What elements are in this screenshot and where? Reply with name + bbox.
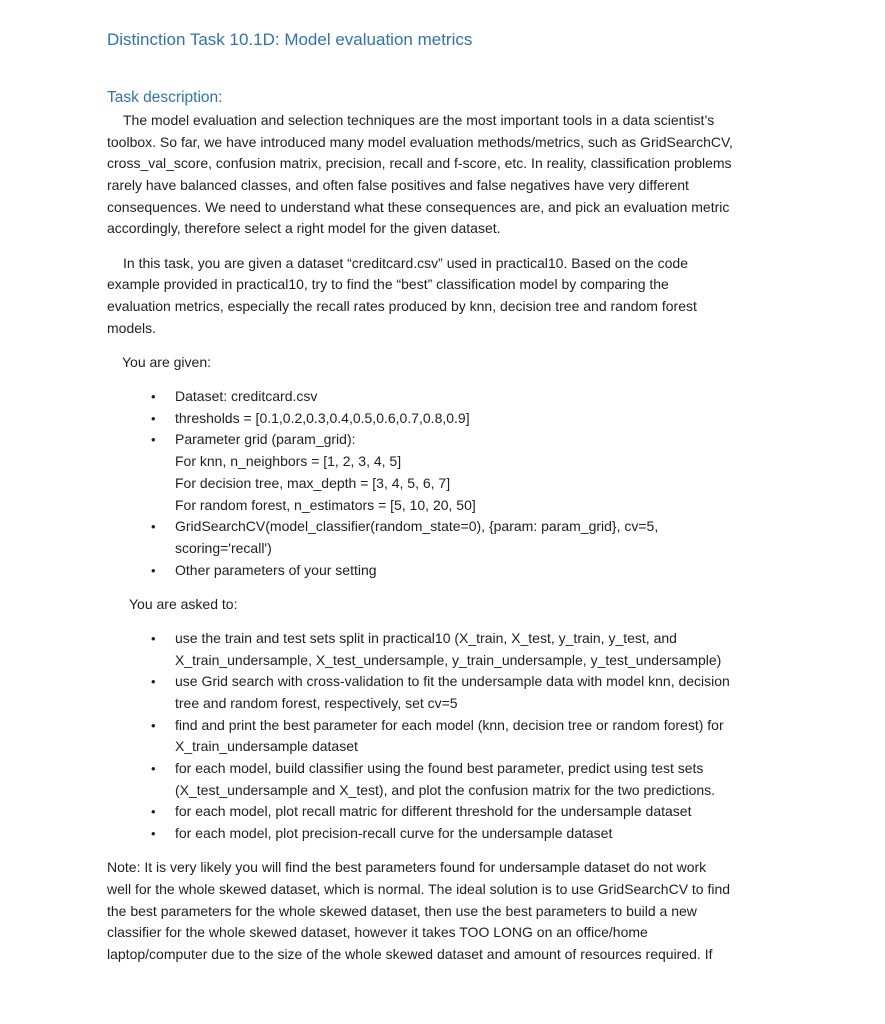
note-line: laptop/computer due to the size of the whole skewed dataset and amount of resources required. If: [107, 946, 713, 963]
given-list-item: Parameter grid (param_grid): •: [107, 429, 733, 451]
asked-list-item: use the train and test sets split in practical10 (X_train, X_test, y_train, y_test, and •: [107, 628, 733, 650]
paragraph-line: consequences. We need to understand what these consequences are, and pick an evaluation metric: [107, 198, 730, 215]
asked-list-item-continuation: (X_test_undersample and X_test), and plot the confusion matrix for the two predictions.: [175, 781, 716, 798]
asked-list-item: for each model, plot recall matric for different threshold for the undersample dataset •: [107, 801, 733, 823]
bullet-icon: •: [151, 562, 156, 578]
given-list-item: GridSearchCV(model_classifier(random_state=0), {param: param_grid}, cv=5, •: [107, 516, 733, 538]
bullet-icon: •: [151, 674, 156, 690]
asked-list-item: use Grid search with cross-validation to fit the undersample data with model knn, decision •: [107, 671, 733, 693]
bullet-icon: •: [151, 410, 156, 426]
note-line: classifier for the whole skewed dataset, however it takes TOO LONG on an office/home: [107, 924, 648, 941]
given-label: You are given:: [122, 353, 211, 370]
bullet-icon: •: [151, 432, 156, 448]
asked-label: You are asked to:: [129, 595, 238, 612]
paragraph-line: accordingly, therefore select a right model for the given dataset.: [107, 220, 501, 237]
asked-list-item-continuation: tree and random forest, respectively, set cv=5: [175, 695, 458, 711]
paragraph-line: In this task, you are given a dataset “creditcard.csv” used in practical10. Based on the code: [123, 254, 688, 271]
bullet-icon: •: [151, 717, 156, 733]
paragraph-line: toolbox. So far, we have introduced many model evaluation methods/metrics, such as GridSearchCV,: [107, 133, 733, 150]
given-list-item-continuation: scoring='recall'): [175, 539, 272, 556]
given-list-item: Other parameters of your setting •: [107, 560, 733, 582]
paragraph-line: cross_val_score, confusion matrix, precision, recall and f-score, etc. In reality, classification problems: [107, 155, 732, 172]
bullet-icon: •: [151, 761, 156, 777]
note-line: Note: It is very likely you will find the best parameters found for undersample dataset do not work: [107, 859, 707, 876]
document-body: [107, 110, 733, 966]
paragraph-line: evaluation metrics, especially the recall rates produced by knn, decision tree and random forest: [107, 298, 697, 314]
bullet-icon: •: [151, 389, 156, 405]
asked-list-item: for each model, plot precision-recall curve for the undersample dataset •: [107, 823, 733, 845]
asked-list-item-continuation: X_train_undersample, X_test_undersample, y_train_undersample, y_test_undersample): [175, 651, 722, 668]
given-list-item-continuation: For random forest, n_estimators = [5, 10, 20, 50]: [175, 496, 476, 513]
asked-list-item: find and print the best parameter for each model (knn, decision tree or random forest) for •: [107, 715, 733, 737]
paragraph-line: example provided in practical10, try to find the “best” classification model by comparing the: [107, 276, 669, 293]
bullet-icon: •: [151, 630, 156, 646]
given-list-item: Dataset: creditcard.csv •: [107, 386, 733, 408]
note-line: the best parameters for the whole skewed dataset, then use the best parameters to build a new: [107, 902, 697, 919]
note-line: well for the whole skewed dataset, which is normal. The ideal solution is to use GridSearchCV to find: [107, 881, 731, 897]
paragraph-line: The model evaluation and selection techniques are the most important tools in a data scientist’s: [123, 112, 715, 128]
paragraph-line: models.: [107, 319, 157, 336]
given-list-item-continuation: For decision tree, max_depth = [3, 4, 5, 6, 7]: [175, 474, 451, 491]
paragraph-line: rarely have balanced classes, and often false positives and false negatives have very different: [107, 177, 689, 194]
document-title: Distinction Task 10.1D: Model evaluation metrics: [107, 30, 473, 49]
given-list-item: thresholds = [0.1,0.2,0.3,0.4,0.5,0.6,0.7,0.8,0.9] •: [107, 408, 733, 430]
task-description-heading: Task description:: [107, 89, 223, 106]
asked-list-item: for each model, build classifier using the found best parameter, predict using test sets •: [107, 758, 733, 780]
asked-list-item-continuation: X_train_undersample dataset: [175, 738, 358, 755]
given-list-item-continuation: For knn, n_neighbors = [1, 2, 3, 4, 5]: [175, 453, 402, 470]
bullet-icon: •: [151, 804, 156, 820]
bullet-icon: •: [151, 826, 156, 842]
bullet-icon: •: [151, 519, 156, 535]
